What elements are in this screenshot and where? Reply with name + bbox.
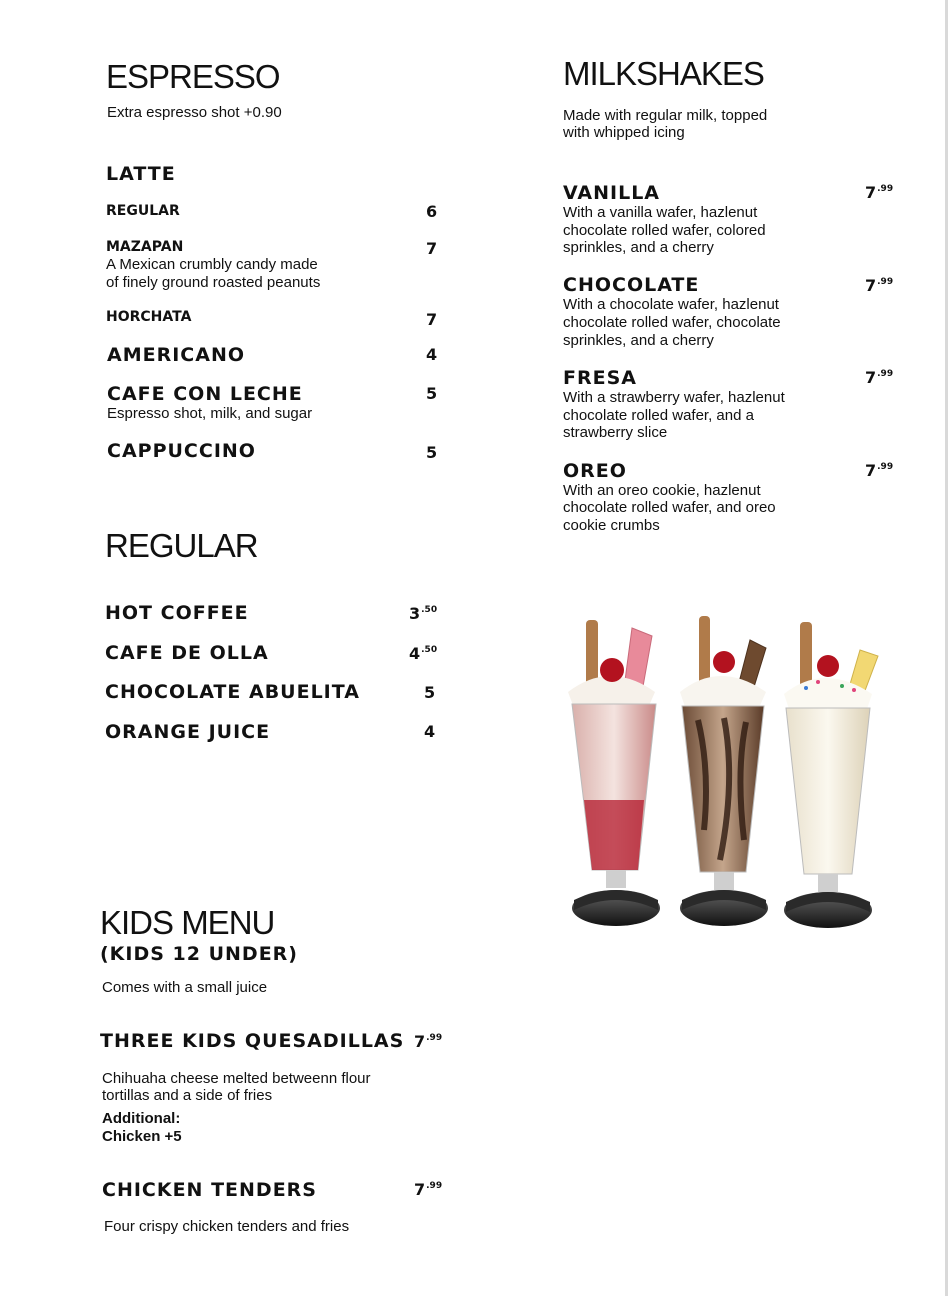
menu-item-price: $3^{.50}$ — [409, 604, 438, 623]
menu-item-price: $7^{.99}$ — [865, 461, 894, 480]
milkshakes-note: Made with regular milk, topped — [563, 107, 768, 124]
menu-item-price: $7^{.99}$ — [414, 1180, 443, 1199]
menu-item-desc: chocolate rolled wafer, chocolate — [563, 314, 781, 331]
menu-item-name: CHICKEN TENDERS — [102, 1179, 317, 1201]
menu-item-price: 4 — [424, 722, 436, 741]
menu-item-desc: With a vanilla wafer, hazlenut — [563, 204, 758, 221]
menu-item-desc: tortillas and a side of fries — [102, 1087, 273, 1104]
vanilla-shake-image — [784, 622, 878, 928]
menu-item-desc: sprinkles, and a cherry — [563, 239, 714, 256]
menu-item-name: MAZAPAN — [106, 239, 184, 255]
menu-item-name: ORANGE JUICE — [105, 721, 271, 743]
menu-item-price: 5 — [426, 443, 438, 462]
kids-title: KIDS MENU — [100, 904, 275, 941]
menu-item-desc: chocolate rolled wafer, colored — [563, 222, 766, 239]
menu-item-desc: strawberry slice — [563, 424, 668, 441]
menu-item-desc: Four crispy chicken tenders and fries — [104, 1218, 350, 1235]
latte-title: LATTE — [106, 163, 176, 185]
espresso-note: Extra espresso shot +0.90 — [107, 104, 282, 121]
menu-item-desc: With a chocolate wafer, hazlenut — [563, 296, 779, 313]
menu-item-name: VANILLA — [563, 182, 661, 204]
menu-item-name: CAFE DE OLLA — [105, 642, 269, 664]
menu-item-desc: With an oreo cookie, hazlenut — [563, 482, 761, 499]
milkshakes-note: with whipped icing — [563, 124, 685, 141]
espresso-title: ESPRESSO — [106, 58, 280, 95]
menu-item-price: $4^{.50}$ — [409, 644, 438, 663]
menu-item-extra: Chicken +5 — [102, 1128, 182, 1145]
menu-item-price: $7^{.99}$ — [865, 276, 894, 295]
menu-item-name: CAPPUCCINO — [107, 440, 256, 462]
menu-item-price: $7^{.99}$ — [865, 368, 894, 387]
menu-item-price: 6 — [426, 202, 438, 221]
menu-item-name: HORCHATA — [106, 309, 192, 325]
menu-item-price: $7^{.99}$ — [865, 183, 894, 202]
strawberry-shake-image — [568, 620, 660, 926]
kids-subtitle: (KIDS 12 UNDER) — [100, 943, 298, 965]
menu-item-name: CHOCOLATE — [563, 274, 700, 296]
menu-item-desc: A Mexican crumbly candy made — [106, 256, 318, 273]
chocolate-shake-image — [680, 616, 768, 926]
menu-item-desc: Chihuaha cheese melted betweenn flour — [102, 1070, 371, 1087]
menu-item-desc: chocolate rolled wafer, and a — [563, 407, 754, 424]
menu-item-price: 4 — [426, 345, 438, 364]
menu-item-desc: of finely ground roasted peanuts — [106, 274, 321, 291]
menu-item-name: THREE KIDS QUESADILLAS — [100, 1030, 405, 1052]
menu-item-price: 7 — [426, 239, 438, 258]
menu-item-desc: cookie crumbs — [563, 517, 660, 534]
menu-item-desc: Espresso shot, milk, and sugar — [107, 405, 313, 422]
menu-item-price: 5 — [424, 683, 436, 702]
menu-item-name: CHOCOLATE ABUELITA — [105, 681, 360, 703]
milkshakes-title: MILKSHAKES — [563, 55, 764, 92]
menu-item-desc: sprinkles, and a cherry — [563, 332, 714, 349]
menu-item-name: AMERICANO — [107, 344, 245, 366]
regular-title: REGULAR — [105, 527, 258, 564]
menu-item-desc: With a strawberry wafer, hazlenut — [563, 389, 785, 406]
menu-item-price: $7^{.99}$ — [414, 1032, 443, 1051]
menu-item-name: FRESA — [563, 367, 637, 389]
menu-item-name: OREO — [563, 460, 627, 482]
menu-item-price: 5 — [426, 384, 438, 403]
menu-item-extra: Additional: — [102, 1110, 181, 1127]
menu-item-desc: chocolate rolled wafer, and oreo — [563, 499, 776, 516]
menu-item-name: CAFE CON LECHE — [107, 383, 303, 405]
menu-item-name: HOT COFFEE — [105, 602, 249, 624]
menu-item-name: REGULAR — [106, 203, 180, 219]
menu-item-price: 7 — [426, 310, 438, 329]
kids-note: Comes with a small juice — [102, 979, 268, 996]
milkshakes-photo — [560, 600, 900, 940]
